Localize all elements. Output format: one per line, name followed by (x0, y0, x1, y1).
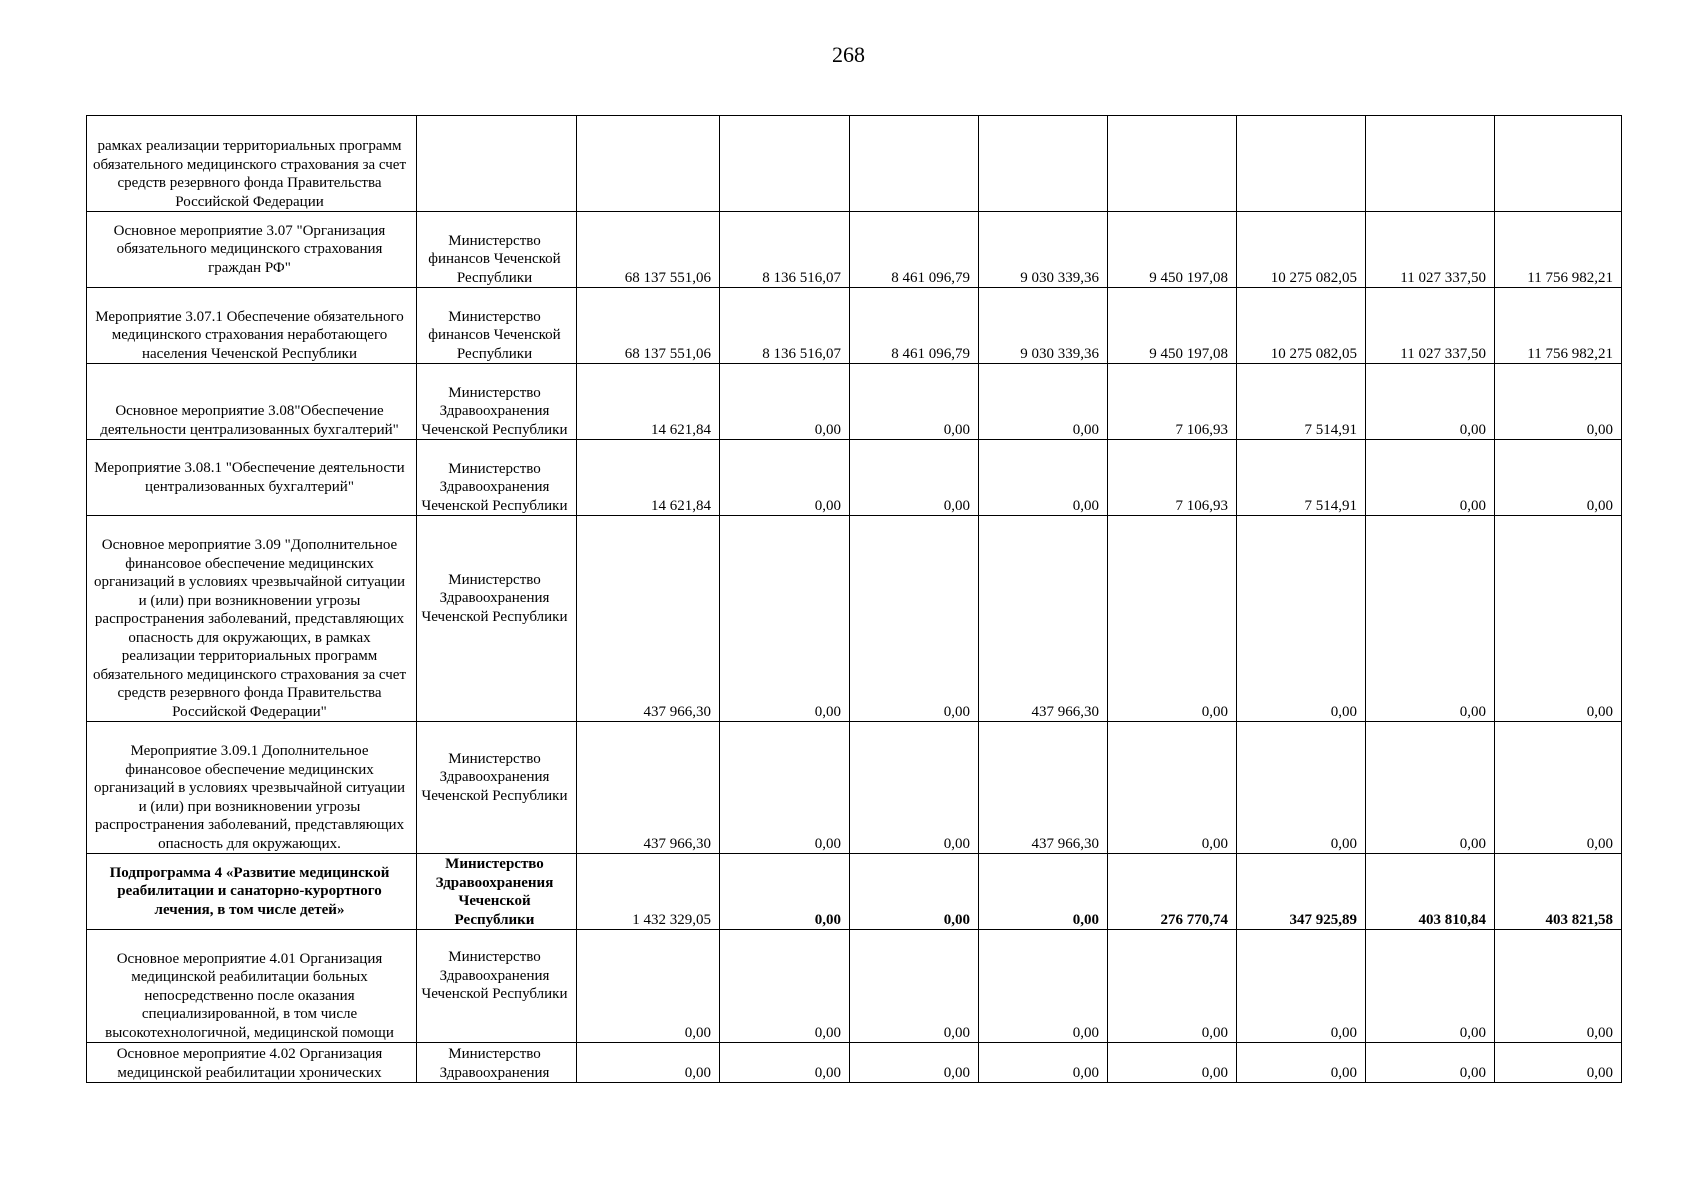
value-year: 347 925,89 (1237, 854, 1366, 930)
budget-table (86, 115, 1622, 1083)
measure-name: рамках реализации территориальных программ обязательного медицинского страхования за счет средств резервного фонда Правительства Российской Федерации (87, 116, 417, 212)
value-year: 0,00 (720, 364, 850, 440)
table-row (87, 854, 1622, 930)
measure-name: Основное мероприятие 3.08"Обеспечение деятельности централизованных бухгалтерий" (87, 364, 417, 440)
value-year: 0,00 (850, 440, 979, 516)
executor: Министерство Здравоохранения Чеченской Республики (417, 930, 577, 1043)
value-year (979, 116, 1108, 212)
value-year: 8 136 516,07 (720, 212, 850, 288)
value-year (1108, 116, 1237, 212)
value-year: 0,00 (979, 364, 1108, 440)
value-year: 0,00 (1237, 516, 1366, 722)
measure-name: Мероприятие 3.08.1 "Обеспечение деятельности централизованных бухгалтерий" (87, 440, 417, 516)
executor: Министерство Здравоохранения Чеченской Республики (417, 440, 577, 516)
value-total: 68 137 551,06 (577, 288, 720, 364)
executor: Министерство Здравоохранения Чеченской Республики (417, 364, 577, 440)
value-year: 9 450 197,08 (1108, 212, 1237, 288)
subprogram-name: Подпрограмма 4 «Развитие медицинской реабилитации и санаторно-курортного лечения, в том числе детей» (87, 854, 417, 930)
executor: Министерство финансов Чеченской Республики (417, 288, 577, 364)
value-year: 0,00 (850, 1043, 979, 1083)
value-year: 11 027 337,50 (1366, 212, 1495, 288)
value-year: 0,00 (1366, 364, 1495, 440)
value-year: 0,00 (850, 854, 979, 930)
value-total (577, 116, 720, 212)
value-year: 11 756 982,21 (1495, 288, 1622, 364)
value-year: 11 027 337,50 (1366, 288, 1495, 364)
value-year: 11 756 982,21 (1495, 212, 1622, 288)
table-row (87, 930, 1622, 1043)
measure-name: Основное мероприятие 3.09 "Дополнительное финансовое обеспечение медицинских организаций в условиях чрезвычайной ситуации и (или) при возникновении угрозы распространения заболеваний, представляющих опасность для окружающих, в рамках реализации территориальных программ обязательного медицинского страхования за счет средств резервного фонда Правительства Российской Федерации" (87, 516, 417, 722)
value-year: 437 966,30 (979, 516, 1108, 722)
value-year (1237, 116, 1366, 212)
value-year: 7 106,93 (1108, 364, 1237, 440)
executor: Министерство Здравоохранения (417, 1043, 577, 1083)
executor (417, 116, 577, 212)
table-row (87, 212, 1622, 288)
value-year: 8 461 096,79 (850, 288, 979, 364)
value-year (850, 116, 979, 212)
value-year: 403 821,58 (1495, 854, 1622, 930)
value-total: 1 432 329,05 (577, 854, 720, 930)
value-year: 0,00 (720, 722, 850, 854)
table-row (87, 116, 1622, 212)
value-year: 0,00 (1495, 440, 1622, 516)
executor: Министерство Здравоохранения Чеченской Республики (417, 854, 577, 930)
value-year: 0,00 (720, 930, 850, 1043)
value-year: 0,00 (1237, 722, 1366, 854)
executor: Министерство Здравоохранения Чеченской Республики (417, 516, 577, 722)
value-year: 0,00 (1366, 722, 1495, 854)
value-year: 7 514,91 (1237, 440, 1366, 516)
value-year (720, 116, 850, 212)
table-row (87, 288, 1622, 364)
measure-name: Мероприятие 3.09.1 Дополнительное финансовое обеспечение медицинских организаций в условиях чрезвычайной ситуации и (или) при возникновении угрозы распространения заболеваний, представляющих опасность для окружающих. (87, 722, 417, 854)
value-year: 403 810,84 (1366, 854, 1495, 930)
table-row (87, 722, 1622, 854)
value-year: 0,00 (1108, 516, 1237, 722)
value-year: 437 966,30 (979, 722, 1108, 854)
table-row (87, 440, 1622, 516)
value-year: 0,00 (979, 1043, 1108, 1083)
value-year: 0,00 (850, 364, 979, 440)
value-year: 0,00 (1108, 930, 1237, 1043)
value-year: 8 136 516,07 (720, 288, 850, 364)
value-year: 0,00 (720, 440, 850, 516)
value-total: 0,00 (577, 1043, 720, 1083)
value-year: 0,00 (1237, 930, 1366, 1043)
value-year: 0,00 (1366, 1043, 1495, 1083)
value-year: 0,00 (1366, 440, 1495, 516)
value-year: 0,00 (979, 854, 1108, 930)
value-year: 9 450 197,08 (1108, 288, 1237, 364)
value-year: 9 030 339,36 (979, 212, 1108, 288)
value-year: 276 770,74 (1108, 854, 1237, 930)
table-row (87, 364, 1622, 440)
value-total: 0,00 (577, 930, 720, 1043)
value-year: 0,00 (1495, 930, 1622, 1043)
value-year: 0,00 (850, 930, 979, 1043)
value-year: 0,00 (850, 722, 979, 854)
value-year: 0,00 (1495, 722, 1622, 854)
value-year (1495, 116, 1622, 212)
measure-name: Основное мероприятие 4.02 Организация медицинской реабилитации хронических (87, 1043, 417, 1083)
value-year: 0,00 (1366, 516, 1495, 722)
measure-name: Основное мероприятие 3.07 "Организация обязательного медицинского страхования граждан РФ" (87, 212, 417, 288)
measure-name: Мероприятие 3.07.1 Обеспечение обязательного медицинского страхования неработающего населения Чеченской Республики (87, 288, 417, 364)
value-year: 0,00 (1108, 722, 1237, 854)
value-year (1366, 116, 1495, 212)
value-year: 0,00 (720, 1043, 850, 1083)
value-year: 9 030 339,36 (979, 288, 1108, 364)
value-year: 7 514,91 (1237, 364, 1366, 440)
value-year: 8 461 096,79 (850, 212, 979, 288)
value-year: 10 275 082,05 (1237, 212, 1366, 288)
value-year: 7 106,93 (1108, 440, 1237, 516)
value-year: 0,00 (1237, 1043, 1366, 1083)
executor: Министерство финансов Чеченской Республики (417, 212, 577, 288)
table-row (87, 1043, 1622, 1083)
value-year: 0,00 (720, 854, 850, 930)
value-total: 14 621,84 (577, 364, 720, 440)
value-year: 0,00 (1495, 1043, 1622, 1083)
value-year: 0,00 (1366, 930, 1495, 1043)
value-total: 14 621,84 (577, 440, 720, 516)
measure-name: Основное мероприятие 4.01 Организация медицинской реабилитации больных непосредственно после оказания специализированной, в том числе высокотехнологичной, медицинской помощи (87, 930, 417, 1043)
value-year: 0,00 (979, 440, 1108, 516)
value-year: 0,00 (1495, 516, 1622, 722)
value-total: 437 966,30 (577, 722, 720, 854)
value-year: 10 275 082,05 (1237, 288, 1366, 364)
value-year: 0,00 (850, 516, 979, 722)
value-total: 68 137 551,06 (577, 212, 720, 288)
table-row (87, 516, 1622, 722)
value-total: 437 966,30 (577, 516, 720, 722)
value-year: 0,00 (1108, 1043, 1237, 1083)
value-year: 0,00 (979, 930, 1108, 1043)
page-number: 268 (832, 42, 865, 67)
value-year: 0,00 (1495, 364, 1622, 440)
executor: Министерство Здравоохранения Чеченской Республики (417, 722, 577, 854)
value-year: 0,00 (720, 516, 850, 722)
